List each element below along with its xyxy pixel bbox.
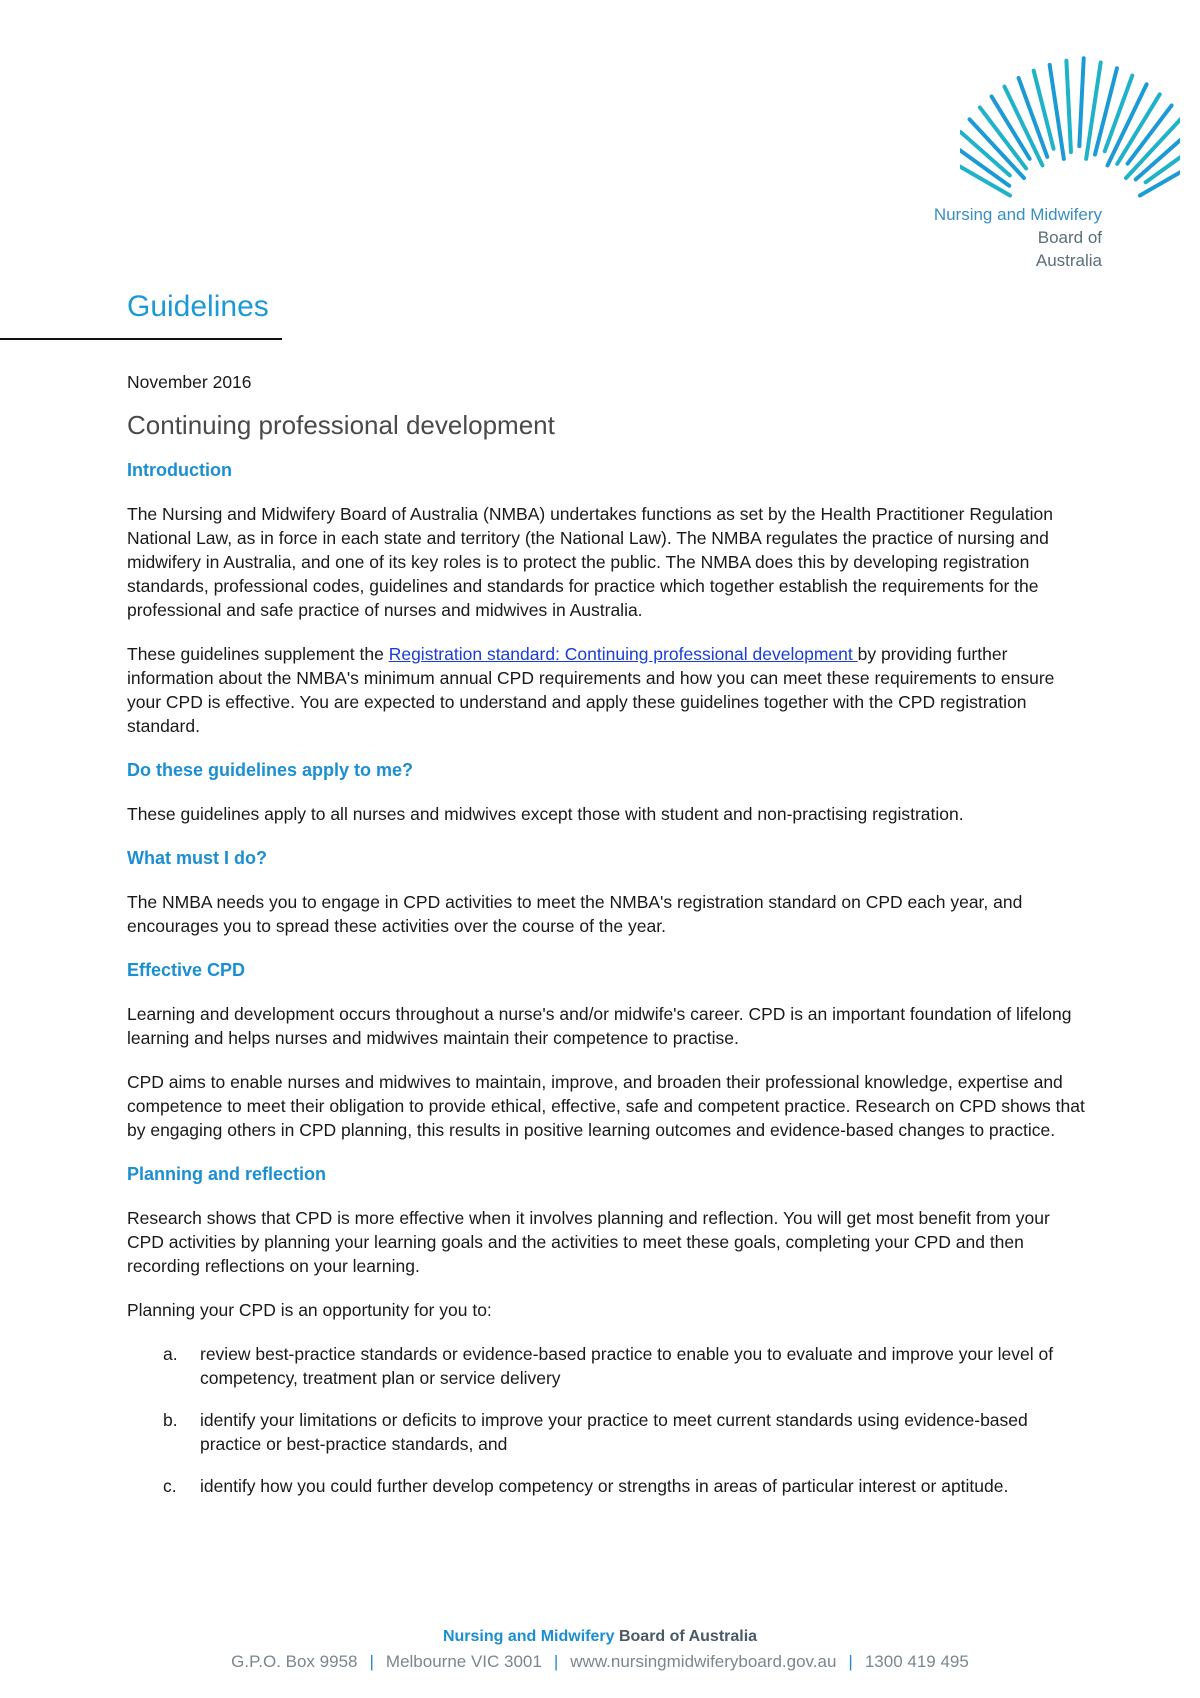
footer-separator: |: [848, 1652, 853, 1671]
document-title: Continuing professional development: [127, 410, 555, 440]
footer-org-name: [0, 1628, 1200, 1646]
heading-what-must-i-do: What must I do?: [127, 848, 267, 868]
list-item-text: review best-practice standards or evidence-based practice to enable you to evaluate and improve your level of competency, treatment plan or service delivery: [200, 1344, 1054, 1388]
footer-phone: 1300 419 495: [864, 1652, 969, 1671]
logo-line-3: Australia: [1035, 251, 1102, 270]
list-marker: b.: [163, 1410, 178, 1430]
heading-introduction: Introduction: [127, 460, 232, 480]
footer-separator: |: [553, 1652, 559, 1671]
registration-standard-link[interactable]: Registration standard: Continuing professional development: [388, 644, 858, 664]
list-marker: c.: [163, 1476, 177, 1496]
list-item-text: identify your limitations or deficits to improve your practice to meet current standards using evidence-based practice or best-practice standards, and: [200, 1410, 1028, 1454]
must-paragraph: The NMBA needs you to engage in CPD activities to meet the NMBA's registration standard on CPD each year, and encourages you to spread these activities over the course of the year.: [127, 892, 1023, 936]
heading-apply: Do these guidelines apply to me?: [127, 760, 414, 780]
footer-org-part-2: Board of Australia: [614, 1628, 758, 1645]
heading-planning-reflection: Planning and reflection: [127, 1164, 327, 1184]
footer-website-link[interactable]: www.nursingmidwiferyboard.gov.au: [570, 1652, 837, 1671]
list-item-text: identify how you could further develop competency or strengths in areas of particular interest or aptitude.: [200, 1476, 1009, 1496]
footer-org-part-1: Nursing and Midwifery: [442, 1628, 615, 1645]
document-type-heading: Guidelines: [127, 290, 269, 323]
logo-ray: [1066, 61, 1071, 152]
apply-paragraph: These guidelines apply to all nurses and midwives except those with student and non-practising registration.: [127, 804, 964, 824]
planning-paragraph-2: Planning your CPD is an opportunity for you to:: [127, 1300, 492, 1320]
planning-paragraph-1: Research shows that CPD is more effective when it involves planning and reflection. You will get most benefit from your CPD activities by planning your learning goals and the activities to meet these goals, completing your CPD and then recording reflections on your learning.: [127, 1208, 1050, 1276]
list-item: [127, 1342, 1087, 1390]
logo-line-2: Board of: [1037, 228, 1102, 247]
footer-contact-line: [0, 1652, 1200, 1672]
fan-rays-logo-icon: [960, 28, 1180, 218]
intro-paragraph-1: The Nursing and Midwifery Board of Australia (NMBA) undertakes functions as set by the Health Practitioner Regulation National Law, as in force in each state and territory (the National Law). The NMBA regulates the practice of nursing and midwifery in Australia, and one of its key roles is to protect the public. The NMBA does this by developing registration standards, professional codes, guidelines and standards for practice which together establish the requirements for the professional and safe practice of nurses and midwives in Australia.: [127, 504, 1054, 620]
logo-ray: [1079, 58, 1083, 146]
page-footer: [0, 1628, 1200, 1672]
heading-rule: [0, 338, 282, 340]
footer-separator: |: [369, 1652, 374, 1671]
list-item: [127, 1474, 1087, 1498]
intro-p2-text-after: by providing further information about the NMBA's minimum annual CPD requirements and how you can meet these requirements to ensure your CPD is effective. You are expected to understand and apply these guidelines together with the CPD registration standard.: [127, 644, 1055, 736]
list-item: [127, 1408, 1087, 1456]
logo-line-1: Nursing and Midwifery: [933, 205, 1102, 224]
heading-effective-cpd: Effective CPD: [127, 960, 246, 980]
document-body: [127, 370, 1087, 1516]
intro-p2-text-before: These guidelines supplement the: [127, 644, 389, 664]
effective-paragraph-1: Learning and development occurs throughout a nurse's and/or midwife's career. CPD is an important foundation of lifelong learning and helps nurses and midwives maintain their competence to practise.: [127, 1004, 1072, 1048]
list-marker: a.: [163, 1344, 178, 1364]
logo-text: [934, 203, 1102, 272]
footer-city: Melbourne VIC 3001: [385, 1652, 542, 1671]
effective-paragraph-2: CPD aims to enable nurses and midwives to maintain, improve, and broaden their professional knowledge, expertise and competence to meet their obligation to provide ethical, effective, safe and competent practice. Research on CPD shows that by engaging others in CPD planning, this results in positive learning outcomes and evidence-based changes to practice.: [127, 1072, 1085, 1140]
planning-list: [127, 1342, 1087, 1498]
logo-ray: [960, 159, 1010, 195]
intro-paragraph-2: [127, 642, 1087, 738]
document-date: November 2016: [127, 372, 252, 392]
nmba-logo: [900, 28, 1180, 270]
footer-address: G.P.O. Box 9958: [231, 1652, 358, 1671]
